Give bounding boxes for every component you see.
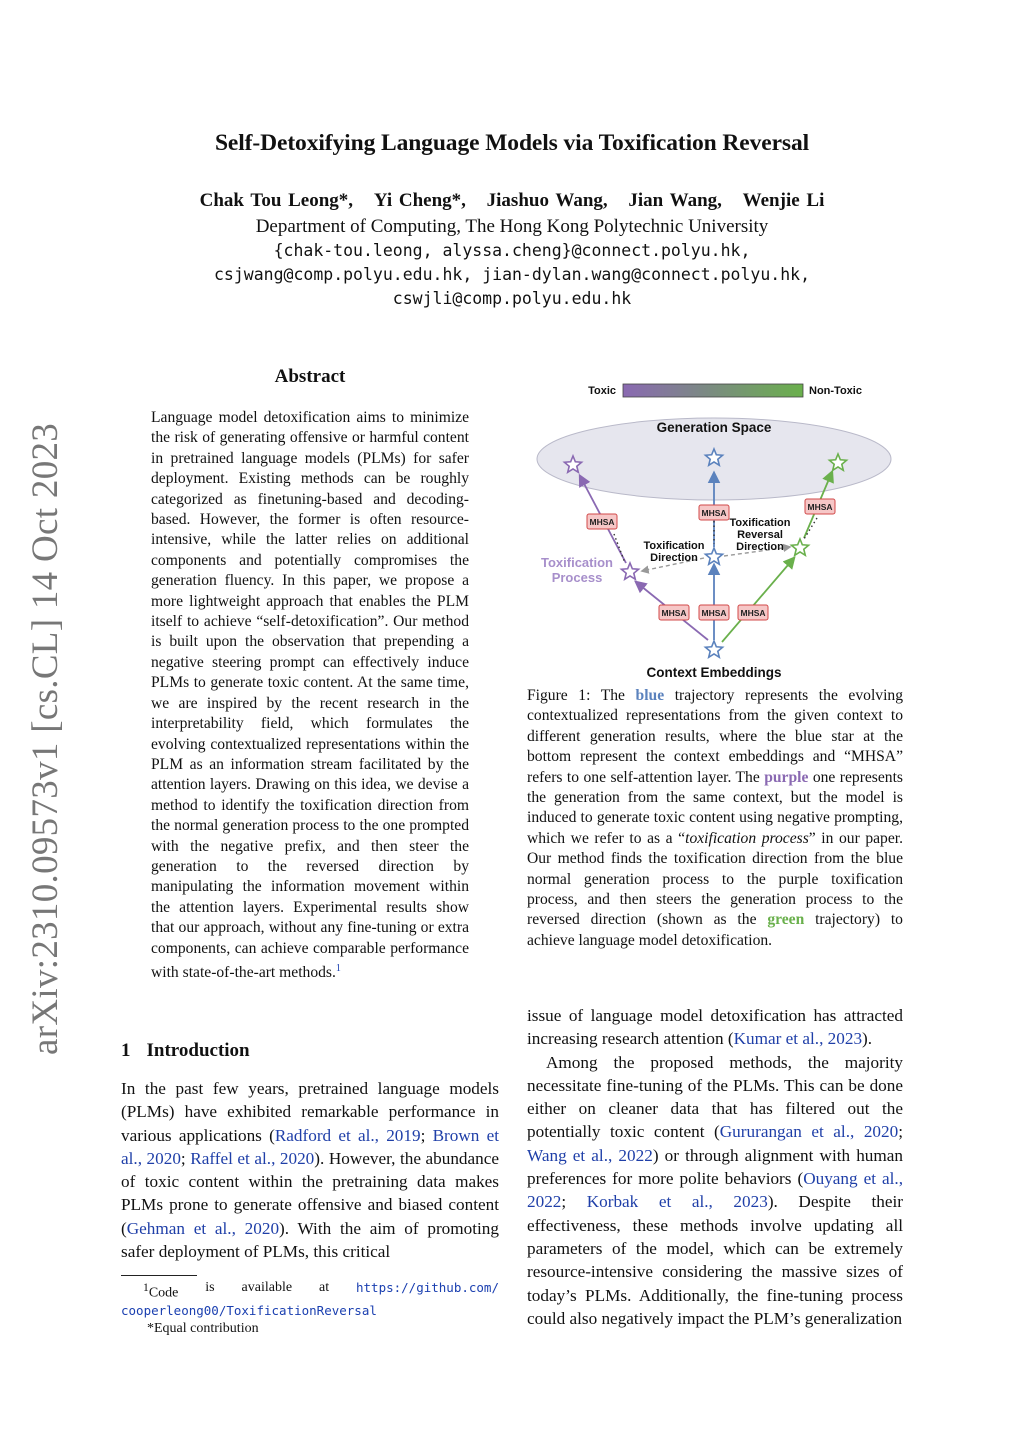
caption-text: Figure 1: The: [527, 687, 636, 704]
footnote-text: Code: [148, 1285, 179, 1301]
body-text: In the past few years, pretrained language models (PLMs) have exhibited remarkable performance in various applications (: [121, 1079, 499, 1145]
citation-link[interactable]: Brown et al., 2020: [121, 1125, 499, 1168]
author-list: [0, 190, 1024, 212]
purple-star-intermediate-icon: [621, 563, 638, 579]
context-embedding-star-icon: [705, 641, 722, 657]
body-text: ;: [420, 1125, 433, 1145]
section-heading: [121, 1040, 250, 1062]
body-text: ). With the aim of promoting safer deployment of PLMs, this critical: [121, 1218, 499, 1262]
legend-label-nontoxic: Non-Toxic: [809, 385, 862, 397]
paper-title: Self-Detoxifying Language Models via Toxification Reversal: [214, 130, 810, 156]
mhsa-layer-box: [805, 499, 835, 514]
abstract-body: [151, 408, 469, 984]
affiliation: Department of Computing, The Hong Kong Polytechnic University: [255, 216, 769, 237]
mhsa-label: MHSA: [701, 608, 727, 618]
caption-color-word-purple: purple: [764, 768, 809, 786]
footnote-rule: [121, 1275, 197, 1276]
footnote: [121, 1279, 499, 1337]
green-trajectory-lower: [722, 558, 794, 642]
body-text: ;: [561, 1192, 587, 1212]
footnote-line: [121, 1279, 499, 1302]
email-line[interactable]: cswjli@comp.polyu.edu.hk: [392, 289, 632, 308]
intro-right-column: [527, 1004, 903, 1330]
mhsa-label: MHSA: [701, 508, 727, 518]
mhsa-label: MHSA: [740, 608, 766, 618]
caption-text: one represents the generation from the same context, but the model is induced to generate toxic content using negative prompting, which we refer to as a “: [527, 768, 903, 847]
body-text: ;: [180, 1148, 191, 1168]
author-name: Chak Tou Leong*,: [199, 190, 354, 211]
body-text: ) or through alignment with human preferences for more polite behaviors (: [527, 1145, 903, 1189]
mhsa-layer-box: [587, 514, 617, 529]
body-text: ). Despite their effectiveness, these methods involve updating all parameters of the model, which can be extremely resource-intensive considering the massive sizes of today’s PLMs. Additionally, the fine-tuning process could also negatively impact the PLM’s generalization: [527, 1192, 903, 1328]
footnote-ref[interactable]: 1: [335, 962, 341, 974]
arxiv-stamp: arXiv:2310.09573v1 [cs.CL] 14 Oct 2023: [25, 422, 66, 1055]
toxification-process-label: Process: [551, 570, 603, 585]
section-number: 1: [121, 1040, 131, 1061]
footnote-url[interactable]: https://github.com/: [356, 1280, 499, 1295]
author-name: Wenjie Li: [742, 190, 825, 211]
author-name: Jiashuo Wang,: [486, 190, 608, 211]
mhsa-layer-box: [738, 605, 768, 620]
figure-1: [528, 372, 902, 684]
author-name: Jian Wang,: [628, 190, 722, 211]
mhsa-label: MHSA: [661, 608, 687, 618]
section-title: Introduction: [146, 1040, 250, 1061]
abstract-text: Language model detoxification aims to minimize the risk of generating offensive or harmful content in pretrained language models (PLMs) for safer deployment. Existing methods can be roughly categorized as finetuning-based and decoding-based. However, the former is often resource-intensive, while the latter relies on additional components and potentially compromises the generation fluency. In this paper, we propose a more lightweight approach that enables the PLM itself to achieve “self-detoxification”. Our method is built upon the observation that prepending a negative steering prompt can effectively induce PLMs to generate toxic content. At the same time, we are inspired by the recent research in the interpretability field, which formulates the evolving contextualized representations within the PLM as an information stream facilitated by the attention layers. Drawing on this idea, we devise a method to identify the toxification direction from the normal generation process to the one prompted with the negative prefix, and then steer the generation to the reversed direction by manipulating the information movement within the attention layers. Experimental results show that our approach, without any fine-tuning or extra components, can achieve comparable performance with state-of-the-art methods.: [151, 409, 469, 982]
toxification-direction-label: Toxification: [643, 540, 705, 552]
mhsa-label: MHSA: [589, 517, 615, 527]
body-text: ). However, the abundance of toxic content within the pretraining data makes PLMs prone to generate offensive and biased content (: [121, 1148, 500, 1238]
generation-space-label: Generation Space: [656, 420, 772, 435]
email-line[interactable]: {chak-tou.leong, alyssa.cheng}@connect.polyu.hk,: [273, 241, 751, 260]
citation-link[interactable]: Gururangan et al., 2020: [719, 1122, 899, 1142]
footnote-text: is: [205, 1280, 215, 1295]
citation-link[interactable]: Wang et al., 2022: [527, 1145, 653, 1165]
body-text: issue of language model detoxification has attracted increasing research attention (: [527, 1006, 903, 1049]
reversal-direction-label: Reversal: [737, 529, 783, 541]
caption-italic-term: toxification process: [685, 829, 809, 847]
mhsa-layer-box: [699, 605, 729, 620]
body-text: Among the proposed methods, the majority necessitate fine-tuning of the PLMs. This can be done either on cleaner data that has filtered out the potentially toxic content (: [527, 1052, 903, 1142]
caption-text: ” in our paper. Our method finds the toxification direction from the blue normal generation process to the purple toxification process, and then steers the generation process to the reversed direction (shown as the: [527, 829, 903, 929]
paragraph: [527, 1051, 903, 1331]
citation-link[interactable]: Radford et al., 2019: [274, 1125, 421, 1145]
email-line[interactable]: csjwang@comp.polyu.edu.hk, jian-dylan.wang@connect.polyu.hk,: [213, 265, 811, 284]
author-name: Yi Cheng*,: [373, 190, 466, 211]
citation-link[interactable]: Gehman et al., 2020: [126, 1218, 280, 1238]
body-text: ).: [862, 1029, 873, 1049]
intro-left-column: [121, 1077, 499, 1263]
caption-text: trajectory) to achieve language model detoxification.: [527, 911, 903, 949]
mhsa-layer-box: [699, 505, 729, 520]
footnote-url[interactable]: cooperleong00/ToxificationReversal: [121, 1302, 377, 1318]
caption-color-word-blue: blue: [635, 687, 665, 704]
figure-caption: [527, 686, 903, 951]
body-text: ;: [898, 1122, 903, 1142]
mhsa-layer-box: [659, 605, 689, 620]
footnote-text: available: [241, 1280, 293, 1295]
toxification-direction-label: Direction: [650, 552, 698, 564]
caption-color-word-green: green: [767, 911, 805, 929]
toxicity-gradient-bar: [623, 384, 803, 397]
mhsa-label: MHSA: [807, 502, 833, 512]
equal-contribution-note: *Equal contribution: [147, 1320, 259, 1336]
footnote-label: [143, 1279, 178, 1302]
context-embeddings-label: Context Embeddings: [646, 665, 782, 680]
legend-label-toxic: Toxic: [588, 385, 616, 397]
toxification-process-label: Toxification: [541, 555, 613, 570]
citation-link[interactable]: Kumar et al., 2023: [733, 1029, 863, 1049]
caption-text: trajectory represents the evolving contextualized representations from the given context to different generation results, where the blue star at the bottom represent the context embeddings and “MHSA” refers to one self-attention layer. The: [527, 687, 904, 786]
citation-link[interactable]: Ouyang et al., 2022: [527, 1169, 903, 1212]
reversal-direction-label: Direction: [736, 541, 784, 553]
citation-link[interactable]: Korbak et al., 2023: [586, 1192, 768, 1212]
footnote-text: at: [318, 1280, 330, 1295]
paragraph: [527, 1004, 903, 1051]
reversal-direction-label: Toxification: [729, 517, 791, 529]
green-star-intermediate-icon: [791, 539, 808, 555]
abstract-heading: Abstract: [274, 366, 346, 387]
blue-star-intermediate-icon: [705, 548, 722, 564]
citation-link[interactable]: Raffel et al., 2020: [190, 1148, 315, 1168]
footnote-mark: 1: [143, 1281, 149, 1294]
